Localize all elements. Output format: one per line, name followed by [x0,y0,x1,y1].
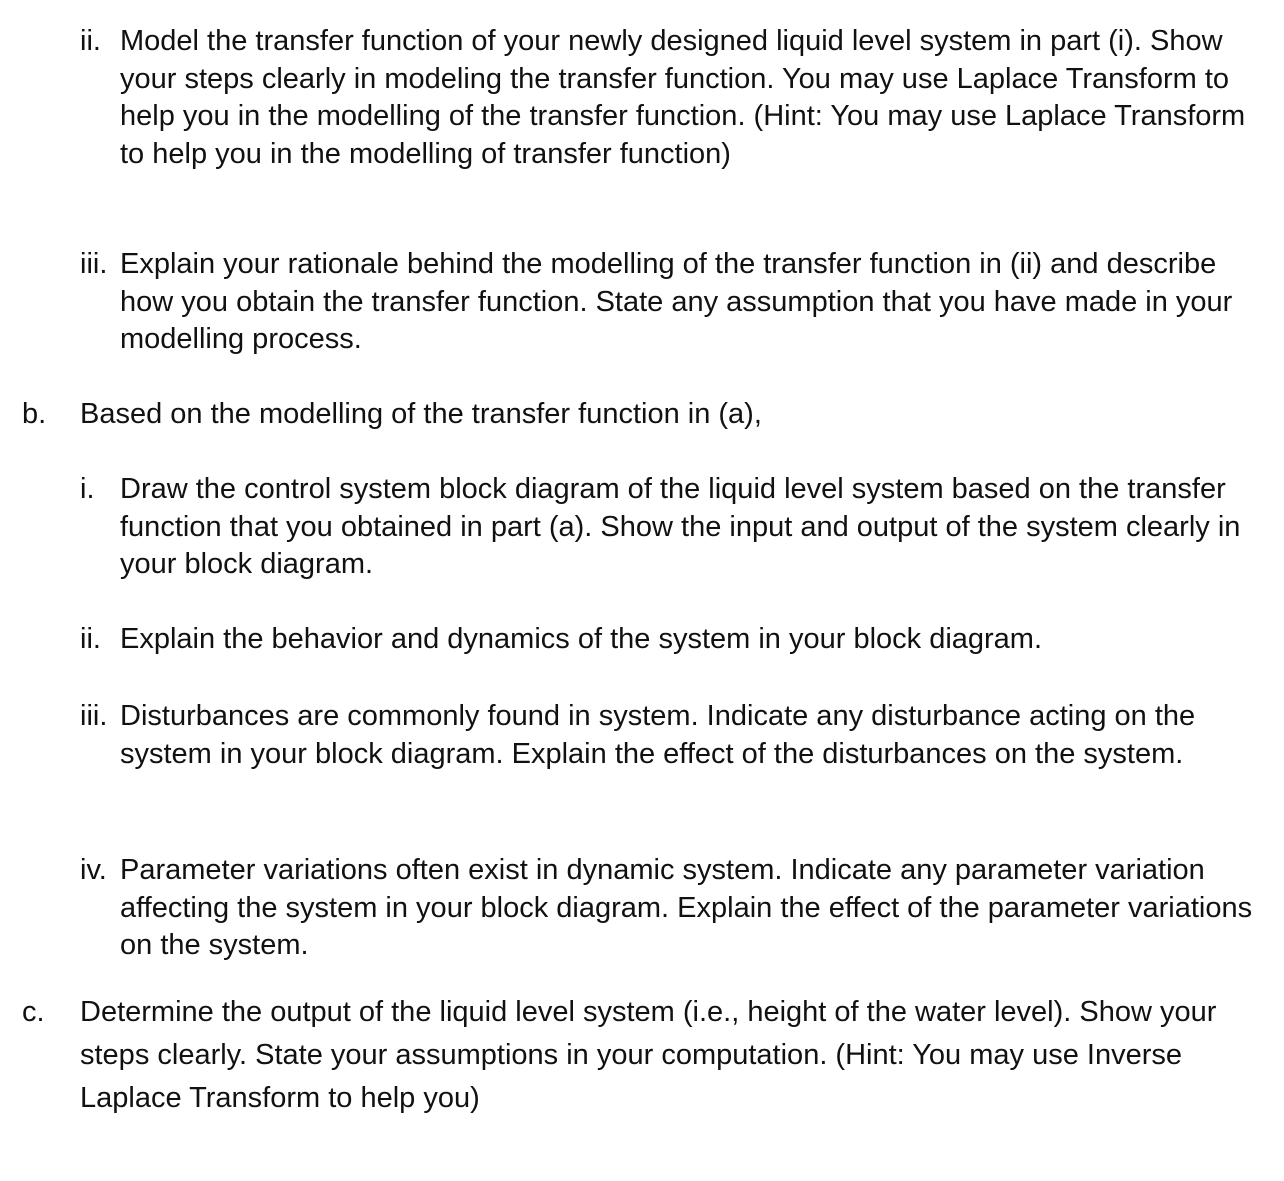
item-number: c. [22,996,45,1028]
item-number: ii. [80,25,101,57]
item-text: Explain your rationale behind the modelling of the transfer function in (ii) and describe how you obtain the transfer function. State any assumption that you have made in your modelling process. [120,248,1233,355]
item-number: iii. [80,248,108,280]
item-number: iii. [80,700,108,732]
item-text: Explain the behavior and dynamics of the system in your block diagram. [120,623,1043,655]
item-text: Based on the modelling of the transfer function in (a), [80,398,762,430]
item-text: Model the transfer function of your newly designed liquid level system in part (i). Show your steps clearly in modeling the transfer function. You may use Laplace Transform to help you in the modelling of the transfer function. (Hint: You may use Laplace Transform to help you in the modelling of transfer function) [120,25,1246,170]
item-text: Determine the output of the liquid level system (i.e., height of the water level). Show your steps clearly. State your assumptions in your computation. (Hint: You may use Inverse Laplace Transform to help you) [80,996,1217,1114]
item-number: iv. [80,854,107,886]
item-text: Draw the control system block diagram of the liquid level system based on the transfer function that you obtained in part (a). Show the input and output of the system clearly in your block diagram. [120,473,1241,580]
item-number: i. [80,473,95,505]
item-text: Disturbances are commonly found in system. Indicate any disturbance acting on the system in your block diagram. Explain the effect of the disturbances on the system. [120,700,1196,770]
item-number: ii. [80,623,101,655]
item-number: b. [22,398,47,430]
item-text: Parameter variations often exist in dynamic system. Indicate any parameter variation affecting the system in your block diagram. Explain the effect of the parameter variations on the system. [120,854,1253,961]
